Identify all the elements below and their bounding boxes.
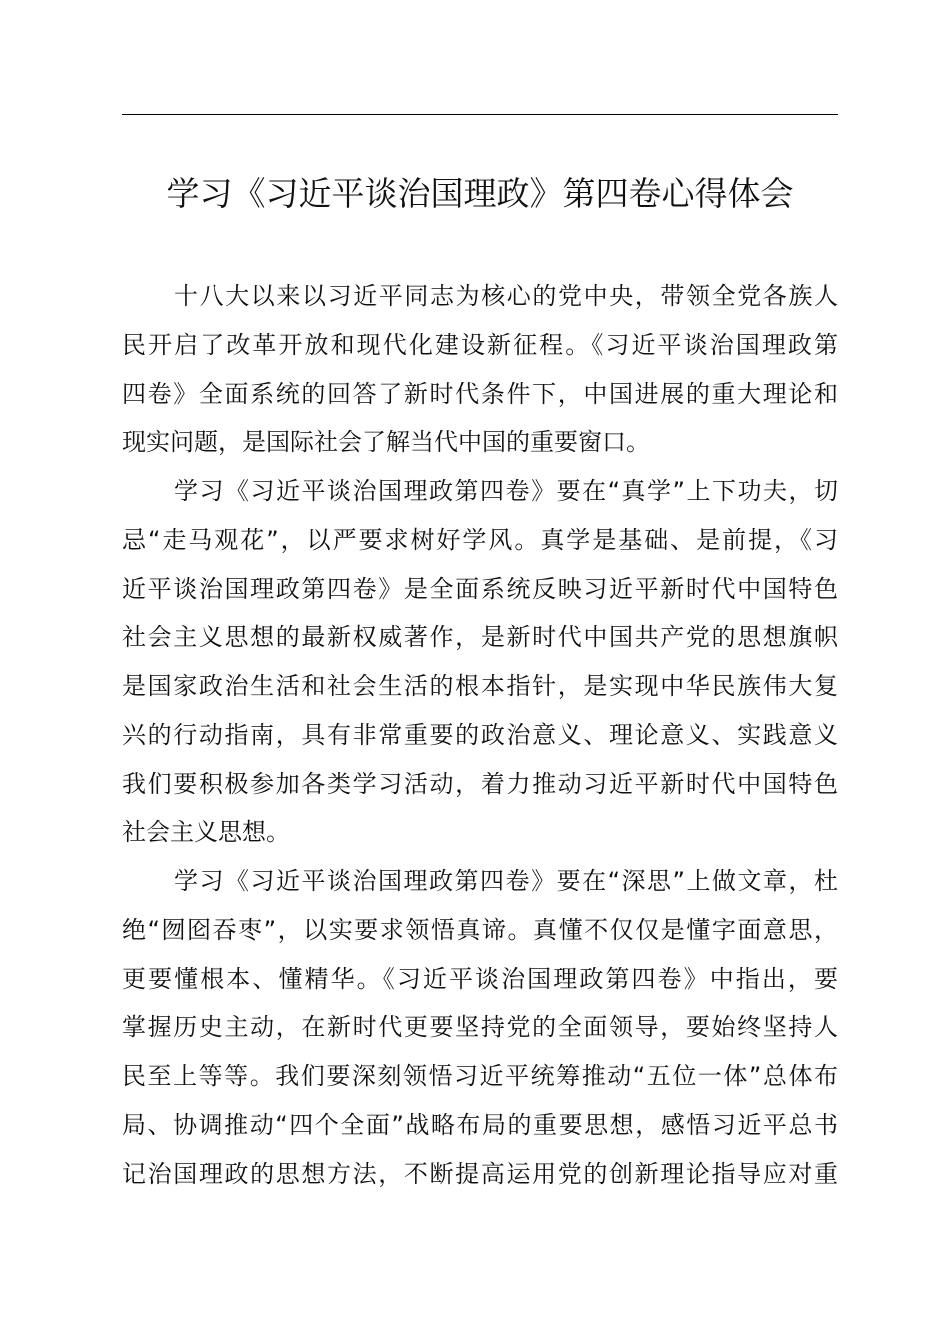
paragraph-line: 局、协调推动“四个全面”战略布局的重要思想，感悟习近平总书 [122, 1110, 838, 1139]
paragraph-line: 兴的行动指南，具有非常重要的政治意义、理论意义、实践意义 [122, 720, 838, 749]
paragraph-line: 民至上等等。我们要深刻领悟习近平统筹推动“五位一体”总体布 [122, 1062, 838, 1090]
paragraph-line: 学习《习近平谈治国理政第四卷》要在“深思”上做文章，杜 [174, 867, 838, 895]
paragraph-line: 掌握历史主动，在新时代更要坚持党的全面领导，要始终坚持人 [122, 1013, 838, 1042]
paragraph-line: 学习《习近平谈治国理政第四卷》要在“真学”上下功夫，切 [174, 477, 838, 505]
document-title: 学习《习近平谈治国理政》第四卷心得体会 [166, 174, 794, 213]
paragraph-line: 现实问题，是国际社会了解当代中国的重要窗口。 [122, 428, 650, 457]
paragraph-line: 四卷》全面系统的回答了新时代条件下，中国进展的重大理论和 [122, 379, 838, 408]
paragraph-line: 社会主义思想。 [122, 818, 290, 847]
paragraph-line: 社会主义思想的最新权威著作，是新时代中国共产党的思想旗帜 [122, 623, 838, 652]
document-body [122, 272, 838, 1198]
paragraph-line: 近平谈治国理政第四卷》是全面系统反映习近平新时代中国特色 [122, 574, 838, 603]
paragraph-line: 是国家政治生活和社会生活的根本指针，是实现中华民族伟大复 [122, 672, 838, 700]
paragraph-line: 记治国理政的思想方法，不断提高运用党的创新理论指导应对重 [122, 1159, 838, 1188]
paragraph-line: 忌“走马观花”，以严要求树好学风。真学是基础、是前提，《习 [122, 525, 838, 554]
paragraph-line: 绝“囫囵吞枣”，以实要求领悟真谛。真懂不仅仅是懂字面意思， [122, 915, 838, 944]
header-rule [122, 114, 838, 115]
paragraph-line: 十八大以来以习近平同志为核心的党中央，带领全党各族人 [174, 282, 838, 310]
paragraph-line: 更要懂根本、懂精华。《习近平谈治国理政第四卷》中指出，要 [122, 964, 838, 993]
paragraph-line: 我们要积极参加各类学习活动，着力推动习近平新时代中国特色 [122, 769, 838, 798]
paragraph-line: 民开启了改革开放和现代化建设新征程。《习近平谈治国理政第 [122, 330, 838, 359]
paragraph-1 [122, 272, 838, 467]
paragraph-3 [122, 857, 838, 1198]
paragraph-2 [122, 467, 838, 857]
